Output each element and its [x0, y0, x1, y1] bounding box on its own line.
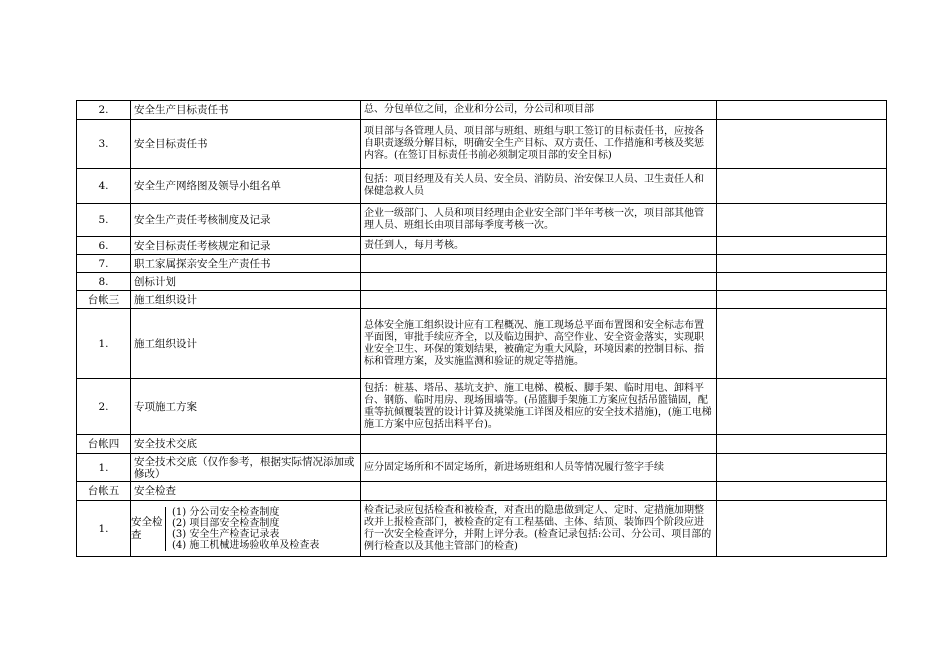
item-description	[361, 482, 717, 501]
item-name: 创标计划	[131, 273, 361, 291]
item-name: 安全生产网络图及领导小组名单	[131, 169, 361, 204]
item-description: 应分固定场所和不固定场所，新进场班组和人员等情况履行签字手续	[361, 454, 717, 482]
table-row	[77, 204, 887, 237]
row-number: 5.	[77, 204, 131, 237]
remarks-cell	[717, 482, 887, 501]
item-description: 责任到人，每月考核。	[361, 237, 717, 255]
item-description	[361, 255, 717, 273]
table-row	[77, 501, 887, 557]
remarks-cell	[717, 273, 887, 291]
list-item: (4) 施工机械进场验收单及检查表	[172, 539, 320, 551]
item-name: 职工家属探亲安全生产责任书	[131, 255, 361, 273]
item-description: 检查记录应包括检查和被检查，对查出的隐患做到定人、定时、定措施加期整改并上报检查部门，被检查的定有工程基础、主体、结顶、装饰四个阶段应进行一次安全检查评分，并附上评分表。(检查记录包括:公司、分公司、项目部的例行检查以及其他主管部门的检查)	[361, 501, 717, 557]
remarks-cell	[717, 454, 887, 482]
item-description: 总体安全施工组织设计应有工程概况、施工现场总平面布置图和安全标志布置平面图，审批手续应齐全，以及临边围护、高空作业、安全资金落实，实现职业安全卫生、环保的策划结果，被确定为重大风险，环境因素的控制目标、指标和管理方案，及实施监测和验证的规定等措施。	[361, 309, 717, 379]
item-description: 企业一级部门、人员和项目经理由企业安全部门半年考核一次，项目部其他管理人员、班组长由项目部每季度考核一次。	[361, 204, 717, 237]
section-row	[77, 482, 887, 501]
item-description: 包括：桩基、塔吊、基坑支护、施工电梯、模板、脚手架、临时用电、卸料平台、钢筋、临时用房、现场围墙等。(吊篮脚手架施工方案应包括吊篮锚固，配重等抗倾覆装置的设计计算及挑梁施工详图及相应的安全技术措施)，(施工电梯施工方案中应包括出料平台)。	[361, 379, 717, 435]
section-row	[77, 291, 887, 309]
safety-ledger-table	[76, 100, 887, 557]
table-row	[77, 120, 887, 169]
item-name: 安全生产目标责任书	[131, 101, 361, 120]
section-title: 安全技术交底	[131, 435, 361, 454]
table-row	[77, 237, 887, 255]
item-description	[361, 291, 717, 309]
item-name: 安全技术交底（仅作参考，根据实际情况添加或修改）	[131, 454, 361, 482]
table-row	[77, 255, 887, 273]
item-description	[361, 435, 717, 454]
table-row	[77, 309, 887, 379]
inspection-label: 安全检查	[131, 507, 166, 551]
remarks-cell	[717, 309, 887, 379]
item-description: 项目部与各管理人员、项目部与班组、班组与职工签订的目标责任书，应按各自职责逐级分解目标，明确安全生产目标、双方责任、工作措施和考核及奖惩内容。(在签订目标责任书前必须制定项目部的安全目标)	[361, 120, 717, 169]
row-number: 1.	[77, 501, 131, 557]
remarks-cell	[717, 255, 887, 273]
remarks-cell	[717, 120, 887, 169]
row-number: 3.	[77, 120, 131, 169]
remarks-cell	[717, 435, 887, 454]
section-row	[77, 435, 887, 454]
item-description: 包括：项目经理及有关人员、安全员、消防员、治安保卫人员、卫生责任人和保健急救人员	[361, 169, 717, 204]
item-name: 专项施工方案	[131, 379, 361, 435]
row-number: 6.	[77, 237, 131, 255]
item-description	[361, 273, 717, 291]
remarks-cell	[717, 204, 887, 237]
section-number: 台帐五	[77, 482, 131, 501]
section-number: 台帐四	[77, 435, 131, 454]
row-number: 2.	[77, 379, 131, 435]
item-name: 安全目标责任书	[131, 120, 361, 169]
list-item: (3) 安全生产检查记录表	[172, 528, 280, 540]
row-number: 1.	[77, 454, 131, 482]
table-row	[77, 379, 887, 435]
remarks-cell	[717, 291, 887, 309]
list-item: (1) 分公司安全检查制度	[172, 506, 280, 518]
table-row	[77, 454, 887, 482]
section-number: 台帐三	[77, 291, 131, 309]
item-name: 施工组织设计	[131, 309, 361, 379]
row-number: 4.	[77, 169, 131, 204]
remarks-cell	[717, 501, 887, 557]
item-name: 安全目标责任考核规定和记录	[131, 237, 361, 255]
remarks-cell	[717, 101, 887, 120]
item-name-compound	[131, 501, 361, 557]
list-item: (2) 项目部安全检查制度	[172, 517, 280, 529]
section-title: 安全检查	[131, 482, 361, 501]
row-number: 1.	[77, 309, 131, 379]
section-title: 施工组织设计	[131, 291, 361, 309]
row-number: 7.	[77, 255, 131, 273]
row-number: 2.	[77, 101, 131, 120]
row-number: 8.	[77, 273, 131, 291]
table-row	[77, 101, 887, 120]
item-name: 安全生产责任考核制度及记录	[131, 204, 361, 237]
remarks-cell	[717, 379, 887, 435]
remarks-cell	[717, 237, 887, 255]
remarks-cell	[717, 169, 887, 204]
table-row	[77, 273, 887, 291]
item-description: 总、分包单位之间，企业和分公司，分公司和项目部	[361, 101, 717, 120]
table-row	[77, 169, 887, 204]
subitem-list	[166, 507, 319, 551]
